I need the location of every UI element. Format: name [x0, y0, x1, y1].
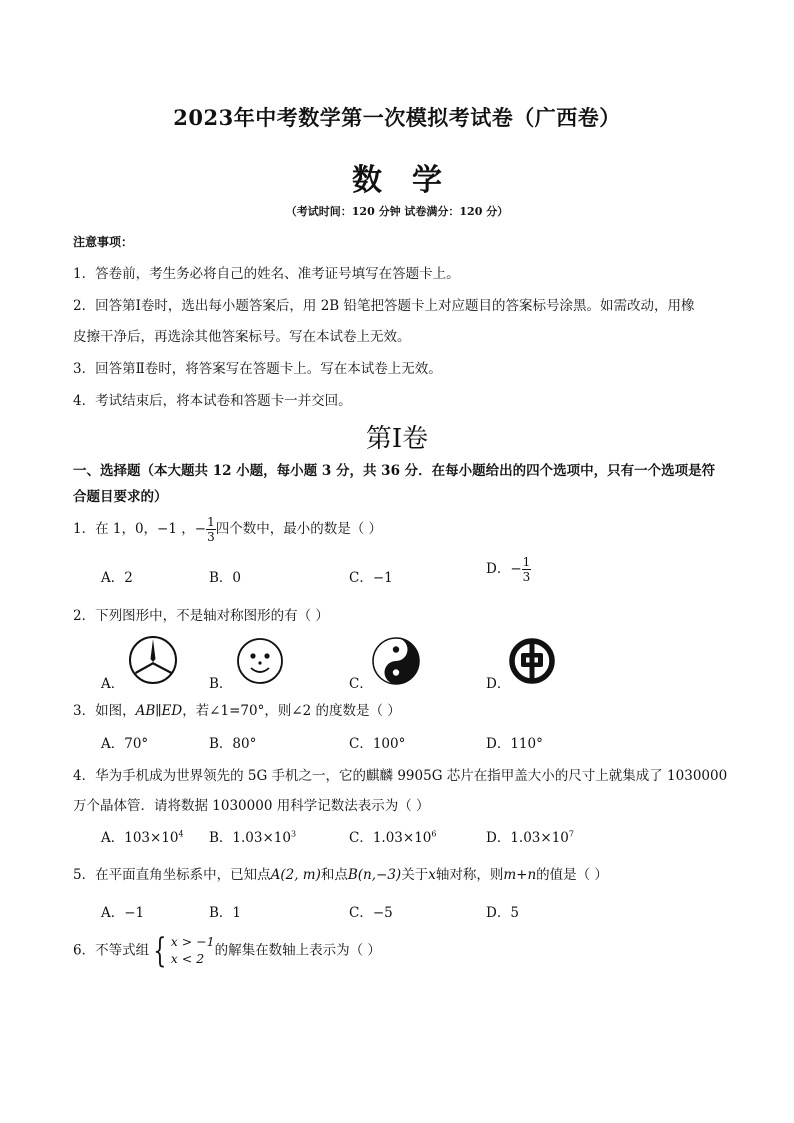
q3-parallel-lines: AB∥ED: [135, 703, 183, 719]
frac-den: 3: [522, 570, 531, 584]
q5-part-2: 和点: [320, 867, 348, 883]
q6-suffix: 的解集在数轴上表示为（ ）: [214, 942, 381, 959]
subject-heading: 数学: [352, 163, 472, 198]
q1-text-before: 1．在 1，0，−1 ，−: [73, 521, 207, 537]
question-3: [73, 699, 401, 719]
bank-of-china-logo-icon: [508, 637, 556, 685]
section-desc: 合题目要求的）: [73, 489, 168, 505]
q6-inequality-1: x > −1: [170, 934, 215, 950]
frac-num: 1: [207, 515, 215, 529]
q3-option-b: B．80°: [209, 736, 257, 752]
section-title: 第Ⅰ卷: [365, 424, 429, 454]
q4-option-d: [486, 826, 574, 846]
q1-option-a: A．2: [101, 570, 133, 586]
q1-option-b: B．0: [209, 570, 242, 586]
q3-prefix: 3．如图，: [73, 703, 136, 719]
q4-option-a: [101, 826, 184, 846]
q4-option-b: [209, 826, 296, 846]
q2-option-d: D．: [486, 676, 511, 692]
q4-option-b-base: B．1.03×10: [209, 830, 291, 846]
q5-option-c: C．−5: [349, 905, 393, 921]
note-item: 2．回答第Ⅰ卷时，选出每小题答案后，用 2B 铅笔把答题卡上对应题目的答案标号涂黑。如需改动，用橡: [73, 298, 695, 314]
question-1: [73, 516, 382, 543]
q1-option-c: C．−1: [349, 570, 393, 586]
q5-expression: m+n: [503, 867, 537, 883]
q1-option-d: [486, 556, 531, 583]
exam-title: 2023年中考数学第一次模拟考试卷（广西卷）: [173, 105, 621, 130]
q3-option-c: C．100°: [349, 736, 406, 752]
q4-option-c: [349, 826, 436, 846]
smiley-face-icon: [235, 636, 285, 686]
frac-num: 1: [522, 555, 531, 569]
exam-info: （考试时间：120 分钟 试卷满分：120 分）: [285, 205, 509, 218]
q5-part-1: 5．在平面直角坐标系中，已知点: [73, 867, 271, 883]
q3-rest: ，若∠1=70°，则∠2 的度数是（ ）: [182, 703, 401, 719]
q5-part-5: 的值是（ ）: [536, 867, 608, 883]
notes-heading: 注意事项：: [73, 235, 134, 249]
q4-option-b-exp: 3: [290, 829, 297, 839]
yin-yang-icon: [371, 636, 421, 686]
note-item: 皮擦干净后，再选涂其他答案标号。写在本试卷上无效。: [73, 329, 411, 345]
q5-point-a: A(2, m): [270, 867, 321, 883]
note-item: 3．回答第Ⅱ卷时，将答案写在答题卡上。写在本试卷上无效。: [73, 361, 442, 377]
question-5: [73, 863, 608, 883]
q1-option-d-fraction: [522, 556, 532, 583]
q1-text-after: 四个数中，最小的数是（ ）: [215, 521, 382, 537]
q5-part-4: 轴对称，则: [435, 867, 504, 883]
brace-icon: {: [153, 931, 167, 971]
q2-option-c: C．: [349, 676, 373, 692]
q4-option-a-base: A．103×10: [101, 830, 179, 846]
mercedes-figure-icon: [127, 634, 179, 686]
q5-point-b: B(n,−3): [347, 867, 402, 883]
frac-den: 3: [207, 530, 215, 544]
note-item: 1．答卷前，考生务必将自己的姓名、准考证号填写在答题卡上。: [73, 266, 460, 282]
q1-option-d-prefix: D．−: [486, 561, 522, 577]
note-item: 4．考试结束后，将本试卷和答题卡一并交回。: [73, 393, 352, 409]
q3-option-a: A．70°: [101, 736, 149, 752]
q5-option-a: A．−1: [101, 905, 145, 921]
q3-option-d: D．110°: [486, 736, 543, 752]
q6-inequality-system: [149, 931, 215, 971]
q5-option-d: D．5: [486, 905, 519, 921]
question-4-line-1: 4．华为手机成为世界领先的 5G 手机之一，它的麒麟 9905G 芯片在指甲盖大小的尺寸上就集成了 1030000: [73, 768, 728, 784]
q4-option-d-exp: 7: [568, 829, 574, 839]
q2-option-a: A．: [101, 676, 125, 692]
q4-option-c-exp: 6: [431, 829, 437, 839]
q4-option-a-exp: 4: [178, 829, 184, 839]
question-6: [73, 931, 381, 971]
q5-x-variable: x: [428, 867, 436, 883]
question-4-line-2: 万个晶体管．请将数据 1030000 用科学记数法表示为（ ）: [73, 798, 430, 814]
section-desc: 一、选择题（本大题共 12 小题，每小题 3 分，共 36 分．在每小题给出的四个选项中，只有一个选项是符: [73, 463, 716, 479]
question-2: 2．下列图形中，不是轴对称图形的有（ ）: [73, 608, 329, 624]
q5-part-3: 关于: [401, 867, 429, 883]
q4-option-c-base: C．1.03×10: [349, 830, 432, 846]
q5-option-b: B．1: [209, 905, 242, 921]
q1-fraction: [206, 516, 216, 543]
q6-prefix: 6．不等式组: [73, 942, 150, 959]
q4-option-d-base: D．1.03×10: [486, 830, 569, 846]
q2-option-b: B．: [209, 676, 233, 692]
q6-inequality-2: x < 2: [170, 951, 205, 966]
